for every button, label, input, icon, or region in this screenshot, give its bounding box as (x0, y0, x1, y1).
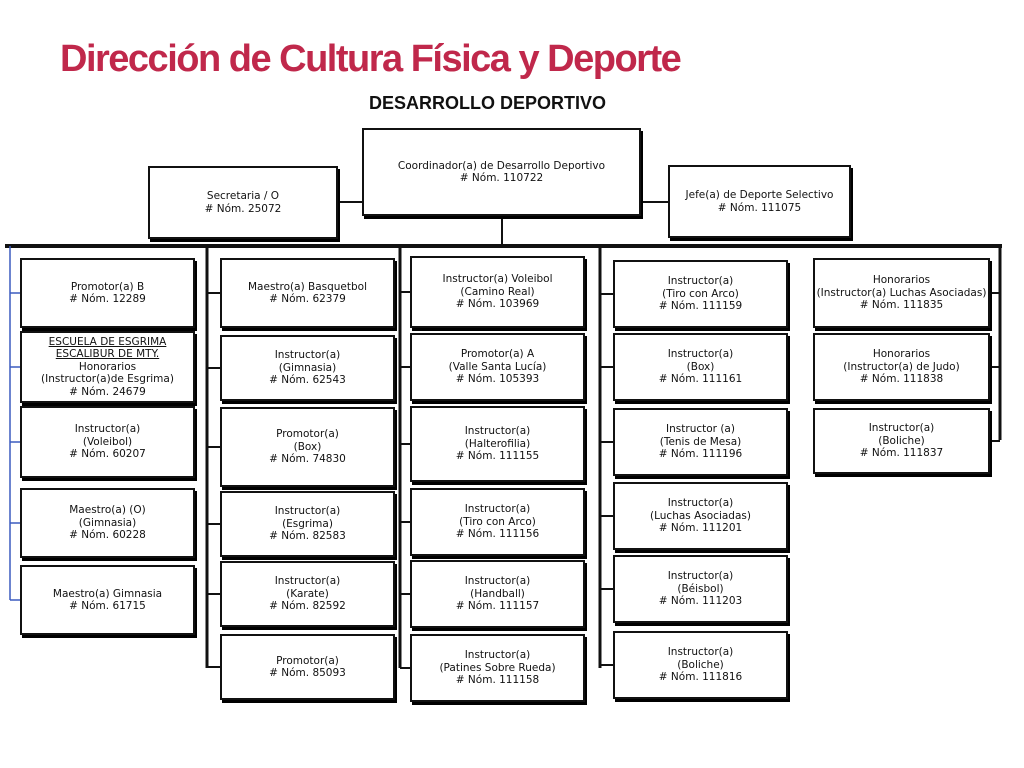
node-text-line: (Tenis de Mesa) (659, 435, 742, 448)
node-text-line: Promotor(a) B (70, 280, 145, 293)
section-subtitle: DESARROLLO DEPORTIVO (369, 93, 607, 113)
node-text-line: Instructor(a) (667, 348, 734, 361)
node-text-line: Instructor(a) (274, 349, 341, 362)
node-text-line: Instructor(a) (274, 575, 341, 588)
node-text-line: (Karate) (286, 587, 329, 600)
node-text-line: Instructor(a) (667, 275, 734, 288)
node-text-line: (Box) (686, 360, 715, 373)
position-box (220, 407, 395, 487)
position-box (613, 333, 788, 401)
coordinator-box (362, 128, 641, 216)
employee-number: # Nóm. 111075 (717, 201, 802, 214)
position-box (410, 488, 585, 556)
node-text-line: (Halterofilia) (464, 437, 531, 450)
employee-number: # Nóm. 24679 (69, 385, 146, 398)
node-text-line: Instructor(a) (464, 425, 531, 438)
position-box (20, 331, 195, 403)
employee-number: # Nóm. 105393 (455, 373, 540, 386)
employee-number: # Nóm. 85093 (269, 667, 346, 679)
node-text-line: (Handball) (470, 587, 525, 600)
employee-number: # Nóm. 111158 (455, 674, 540, 687)
node-text-line: (Tiro con Arco) (662, 287, 739, 300)
position-box (613, 631, 788, 699)
position-box (410, 560, 585, 628)
employee-number: # Nóm. 110722 (459, 172, 544, 184)
node-text-line: Instructor(a) (274, 505, 341, 518)
node-text-line: Instructor(a) (74, 423, 141, 436)
node-text-line: (Patines Sobre Rueda) (439, 661, 556, 674)
node-text-line: Promotor(a) A (460, 348, 535, 361)
node-text-line: (Instructor(a) de Judo) (843, 360, 960, 373)
node-text-line: (Boliche) (878, 434, 925, 447)
page-title: Dirección de Cultura Física y Deporte (60, 38, 681, 80)
employee-number: # Nóm. 74830 (269, 453, 346, 466)
node-text-line: (Gimnasia) (278, 361, 337, 374)
employee-number: # Nóm. 62543 (269, 374, 346, 387)
position-box (613, 482, 788, 550)
node-text-line: Instructor(a) (464, 649, 531, 662)
employee-number: # Nóm. 61715 (69, 600, 146, 612)
employee-number: # Nóm. 111156 (455, 528, 540, 541)
position-box (220, 491, 395, 557)
position-box (813, 333, 990, 401)
node-text-line: Instructor(a) Voleibol (442, 273, 553, 286)
node-text-line: Maestro(a) (O) (69, 504, 146, 517)
node-text-line: Promotor(a) (276, 428, 339, 441)
position-box (220, 258, 395, 328)
secretary-box (148, 166, 338, 239)
position-box (410, 256, 585, 328)
node-text-line: ESCUELA DE ESGRIMA (48, 335, 167, 348)
node-text-line: Secretaria / O (206, 190, 280, 202)
position-box (813, 258, 990, 328)
position-box (613, 408, 788, 476)
node-text-line: Instructor(a) (667, 570, 734, 583)
node-text-line: (Luchas Asociadas) (650, 509, 751, 522)
employee-number: # Nóm. 111161 (658, 373, 743, 386)
node-text-line: (Box) (293, 440, 322, 453)
position-box (20, 488, 195, 558)
position-box (410, 333, 585, 401)
employee-number: # Nóm. 62379 (269, 293, 346, 305)
employee-number: # Nóm. 25072 (204, 202, 282, 215)
node-text-line: Maestro(a) Gimnasia (52, 587, 163, 600)
position-box (20, 258, 195, 328)
position-box (220, 335, 395, 401)
employee-number: # Nóm. 111196 (658, 448, 743, 461)
employee-number: # Nóm. 111835 (859, 299, 944, 312)
position-box (410, 634, 585, 702)
employee-number: # Nóm. 60207 (69, 448, 146, 461)
employee-number: # Nóm. 60228 (69, 529, 146, 542)
position-box (220, 634, 395, 700)
node-text-line: Instructor(a) (667, 646, 734, 659)
node-text-line: Promotor(a) (276, 654, 339, 667)
employee-number: # Nóm. 82583 (269, 530, 346, 543)
employee-number: # Nóm. 103969 (455, 298, 540, 311)
employee-number: # Nóm. 111203 (658, 595, 743, 608)
position-box (20, 565, 195, 635)
employee-number: # Nóm. 82592 (269, 600, 346, 613)
employee-number: # Nóm. 111157 (455, 600, 540, 613)
node-text-line: Instructor(a) (464, 503, 531, 516)
node-text-line: ESCALIBUR DE MTY. (55, 348, 160, 361)
node-text-line: Instructor(a) (868, 422, 935, 435)
employee-number: # Nóm. 111155 (455, 450, 540, 463)
node-text-line: Jefe(a) de Deporte Selectivo (685, 189, 834, 201)
node-text-line: Honorarios (872, 348, 931, 361)
employee-number: # Nóm. 111159 (658, 300, 743, 313)
position-box (220, 561, 395, 627)
node-text-line: (Gimnasia) (78, 516, 137, 529)
node-text-line: Honorarios (78, 360, 137, 373)
employee-number: # Nóm. 111816 (658, 671, 743, 684)
employee-number: # Nóm. 12289 (69, 293, 146, 305)
node-text-line: Instructor(a) (464, 575, 531, 588)
employee-number: # Nóm. 111201 (658, 522, 743, 535)
node-text-line: (Esgrima) (282, 517, 333, 530)
node-text-line: (Voleibol) (82, 435, 133, 448)
employee-number: # Nóm. 111837 (859, 447, 944, 460)
position-box (410, 406, 585, 482)
position-box (813, 408, 990, 474)
node-text-line: Instructor(a) (667, 497, 734, 510)
node-text-line: (Instructor(a) Luchas Asociadas) (816, 286, 987, 299)
node-text-line: Coordinador(a) de Desarrollo Deportivo (397, 159, 606, 172)
employee-number: # Nóm. 111838 (859, 373, 944, 386)
position-box (20, 406, 195, 478)
node-text-line: Maestro(a) Basquetbol (247, 280, 368, 293)
node-text-line: (Boliche) (677, 658, 724, 671)
node-text-line: (Tiro con Arco) (459, 515, 536, 528)
selective-sports-head-box (668, 165, 851, 238)
position-box (613, 260, 788, 328)
position-box (613, 555, 788, 623)
node-text-line: (Valle Santa Lucía) (448, 360, 547, 373)
node-text-line: (Instructor(a)de Esgrima) (41, 373, 174, 386)
node-text-line: (Béisbol) (677, 582, 724, 595)
node-text-line: (Camino Real) (460, 285, 535, 298)
node-text-line: Honorarios (872, 274, 931, 287)
node-text-line: Instructor (a) (666, 423, 735, 436)
